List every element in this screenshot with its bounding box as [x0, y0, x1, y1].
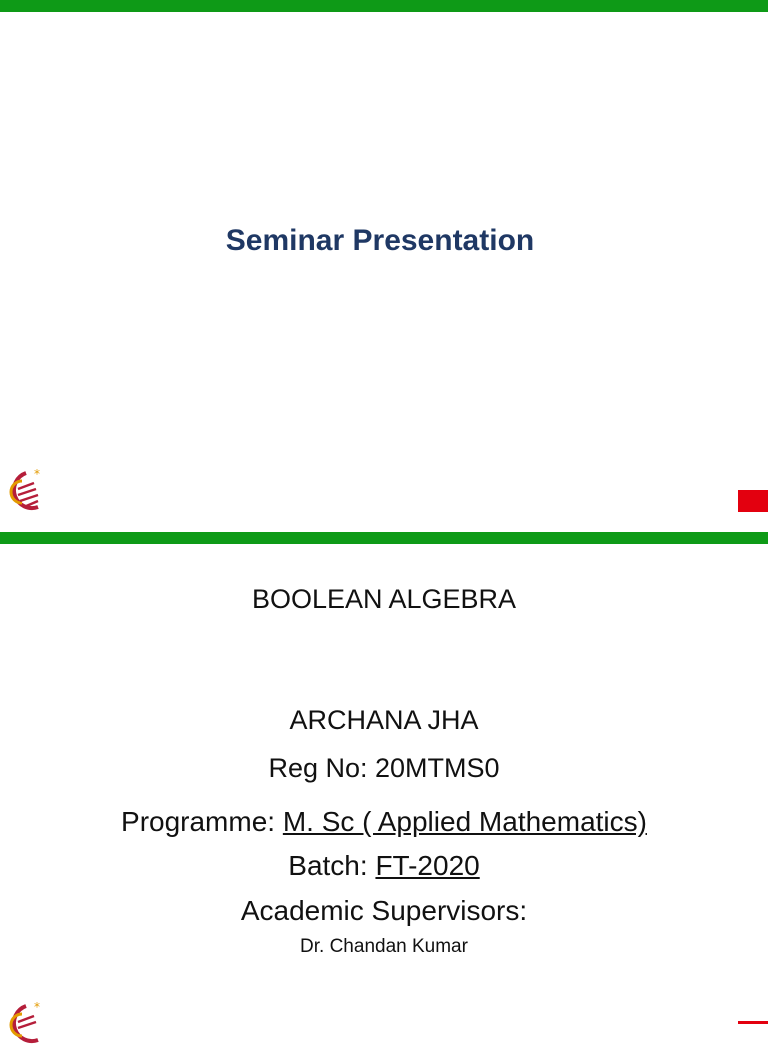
- programme-label: Programme:: [121, 806, 283, 837]
- supervisor-name: Dr. Chandan Kumar: [300, 936, 468, 957]
- title-slide: [0, 0, 768, 512]
- batch-label: Batch:: [288, 850, 376, 881]
- author-name: ARCHANA JHA: [289, 705, 479, 735]
- svg-text:*: *: [34, 1000, 40, 1014]
- batch-value: FT-2020: [375, 850, 480, 881]
- svg-text:*: *: [34, 467, 40, 481]
- supervisors-label: Academic Supervisors:: [240, 895, 528, 926]
- programme-line: [0, 806, 768, 838]
- topic-title: BOOLEAN ALGEBRA: [251, 584, 517, 614]
- university-logo-icon: [8, 1000, 46, 1048]
- registration-number: Reg No: 20MTMS0: [268, 753, 500, 783]
- top-green-bar: [0, 0, 768, 12]
- university-logo-icon: [8, 467, 46, 515]
- programme-value: M. Sc ( Applied Mathematics): [282, 806, 647, 837]
- top-green-bar: [0, 532, 768, 544]
- batch-line: [0, 850, 768, 882]
- slide-title: Seminar Presentation: [225, 224, 535, 257]
